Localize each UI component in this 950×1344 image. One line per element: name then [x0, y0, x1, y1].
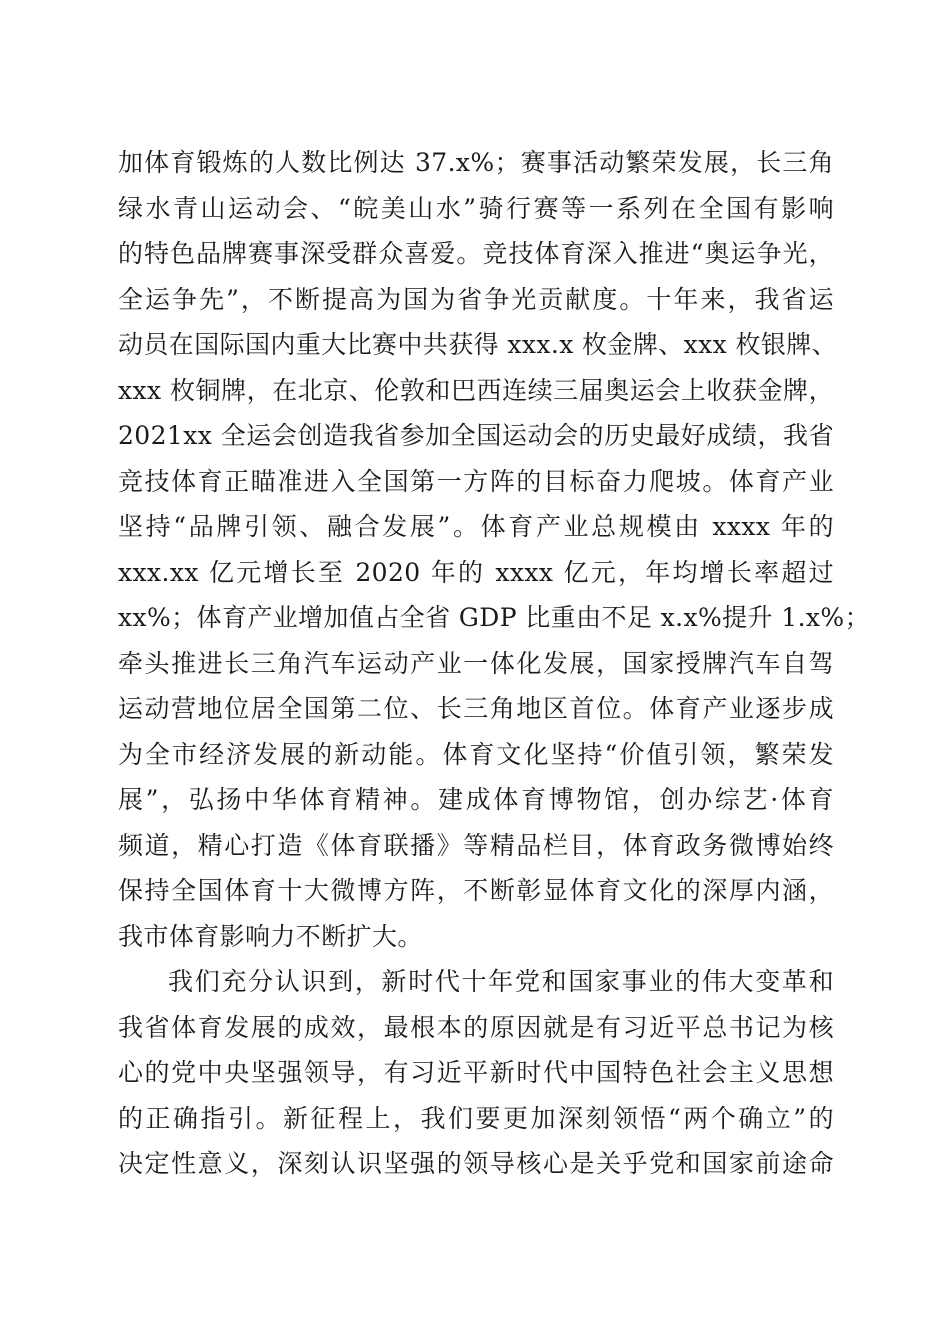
text-line: 2021xx 全运会创造我省参加全国运动会的历史最好成绩，我省	[118, 421, 834, 450]
text-line: 绿水青山运动会、“皖美山水”骑行赛等一系列在全国有影响	[118, 193, 834, 223]
text-line: 竞技体育正瞄准进入全国第一方阵的目标奋力爬坡。体育产业	[118, 466, 834, 496]
text-line: 频道，精心打造《体育联播》等精品栏目，体育政务微博始终	[118, 830, 834, 860]
document-body	[118, 140, 870, 1187]
text-line: 加体育锻炼的人数比例达 37.x%；赛事活动繁荣发展，长三角	[118, 148, 834, 177]
text-line: 运动营地位居全国第二位、长三角地区首位。体育产业逐步成	[118, 694, 834, 723]
text-line: xx%；体育产业增加值占全省 GDP 比重由不足 x.x%提升 1.x%；	[118, 603, 870, 632]
text-line: 决定性意义，深刻认识坚强的领导核心是关乎党和国家前途命	[118, 1149, 834, 1178]
paragraph-2	[118, 959, 834, 1187]
text-line: 为全市经济发展的新动能。体育文化坚持“价值引领，繁荣发	[118, 739, 834, 769]
text-line: 动员在国际国内重大比赛中共获得 xxx.x 枚金牌、xxx 枚银牌、	[118, 330, 838, 359]
text-line: 展”，弘扬中华体育精神。建成体育博物馆，创办综艺·体育	[118, 785, 834, 814]
paragraph-1	[118, 140, 870, 959]
text-line: 的特色品牌赛事深受群众喜爱。竞技体育深入推进“奥运争光，	[118, 239, 834, 268]
text-line: 我们充分认识到，新时代十年党和国家事业的伟大变革和	[168, 967, 834, 996]
text-line: 的正确指引。新征程上，我们要更加深刻领悟“两个确立”的	[118, 1103, 834, 1133]
text-line: xxx.xx 亿元增长至 2020 年的 xxxx 亿元，年均增长率超过	[118, 557, 834, 587]
text-line: 全运争先”，不断提高为国为省争光贡献度。十年来，我省运	[118, 284, 834, 314]
text-line: 心的党中央坚强领导，有习近平新时代中国特色社会主义思想	[118, 1058, 834, 1087]
text-line: 坚持“品牌引领、融合发展”。体育产业总规模由 xxxx 年的	[118, 512, 834, 541]
text-line: 我省体育发展的成效，最根本的原因就是有习近平总书记为核	[118, 1012, 834, 1042]
text-line: 牵头推进长三角汽车运动产业一体化发展，国家授牌汽车自驾	[118, 648, 834, 678]
text-line: xxx 枚铜牌，在北京、伦敦和巴西连续三届奥运会上收获金牌，	[118, 375, 834, 405]
text-line: 保持全国体育十大微博方阵，不断彰显体育文化的深厚内涵，	[118, 876, 834, 905]
text-line: 我市体育影响力不断扩大。	[118, 921, 423, 951]
